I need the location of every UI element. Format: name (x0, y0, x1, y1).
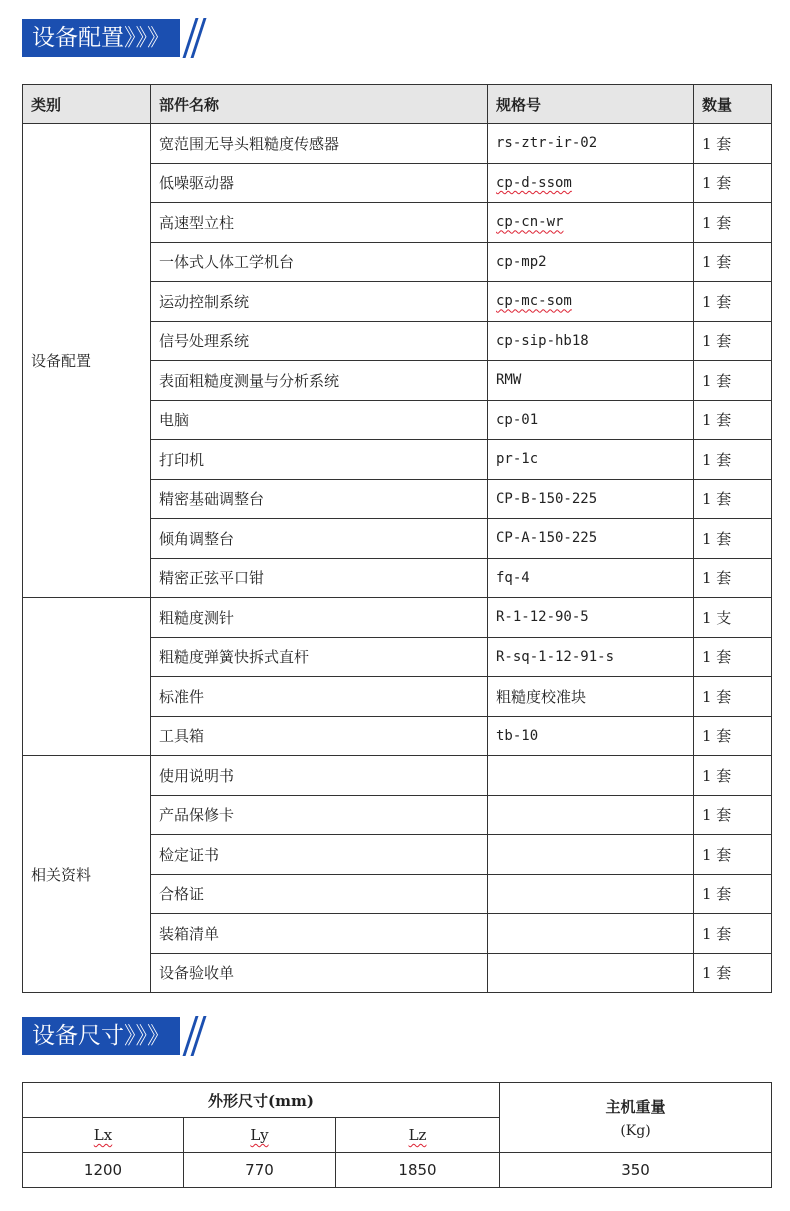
qty-cell: 1 套 (694, 677, 772, 717)
spec-cell: CP-A-150-225 (488, 519, 694, 559)
qty-cell: 1 套 (694, 400, 772, 440)
part-name-cell: 工具箱 (151, 716, 488, 756)
lz-value: 1850 (336, 1153, 500, 1188)
weight-header-label: 主机重量 (605, 1098, 666, 1116)
part-name-cell: 标准件 (151, 677, 488, 717)
part-name-cell: 设备验收单 (151, 953, 488, 993)
spec-cell: pr-1c (488, 440, 694, 480)
spec-cell (488, 282, 694, 322)
part-name-cell: 表面粗糙度测量与分析系统 (151, 361, 488, 401)
table-row (23, 598, 772, 638)
qty-cell: 1 套 (694, 874, 772, 914)
qty-cell: 1 套 (694, 914, 772, 954)
qty-cell: 1 套 (694, 242, 772, 282)
part-name-cell: 粗糙度弹簧快拆式直杆 (151, 637, 488, 677)
part-name-cell: 低噪驱动器 (151, 163, 488, 203)
spec-cell (488, 953, 694, 993)
qty-cell: 1 套 (694, 756, 772, 796)
spec-text: cp-mc-som (496, 293, 572, 310)
section-title: 设备配置》》》 (22, 19, 180, 57)
spec-cell: cp-sip-hb18 (488, 321, 694, 361)
part-name-cell: 使用说明书 (151, 756, 488, 796)
spec-cell: 粗糙度校准块 (488, 677, 694, 717)
outline-size-header: 外形尺寸(mm) (23, 1083, 500, 1118)
dimensions-table (22, 1082, 772, 1188)
spec-cell (488, 874, 694, 914)
axis-lx-label: Lx (93, 1126, 113, 1144)
spec-cell (488, 203, 694, 243)
table-header-row (23, 85, 772, 124)
weight-header (500, 1083, 772, 1153)
lx-value: 1200 (23, 1153, 184, 1188)
qty-cell: 1 套 (694, 203, 772, 243)
spec-cell (488, 914, 694, 954)
spec-cell: R-sq-1-12-91-s (488, 637, 694, 677)
part-name-cell: 检定证书 (151, 835, 488, 875)
qty-cell: 1 套 (694, 519, 772, 559)
spec-cell: CP-B-150-225 (488, 479, 694, 519)
part-name-cell: 粗糙度测针 (151, 598, 488, 638)
qty-cell: 1 套 (694, 835, 772, 875)
section-title: 设备尺寸》》》 (22, 1017, 180, 1055)
part-name-cell: 运动控制系统 (151, 282, 488, 322)
part-name-cell: 一体式人体工学机台 (151, 242, 488, 282)
header-qty: 数量 (694, 85, 772, 124)
header-spec: 规格号 (488, 85, 694, 124)
qty-cell: 1 套 (694, 321, 772, 361)
part-name-cell: 信号处理系统 (151, 321, 488, 361)
part-name-cell: 装箱清单 (151, 914, 488, 954)
part-name-cell: 打印机 (151, 440, 488, 480)
category-cell: 相关资料 (23, 756, 151, 993)
qty-cell: 1 套 (694, 716, 772, 756)
table-row (23, 756, 772, 796)
part-name-cell: 精密正弦平口钳 (151, 558, 488, 598)
spec-cell (488, 163, 694, 203)
qty-cell: 1 套 (694, 124, 772, 164)
spec-text: cp-d-ssom (496, 174, 572, 191)
spec-text: cp-cn-wr (496, 214, 564, 231)
category-cell (23, 598, 151, 756)
spec-cell (488, 756, 694, 796)
qty-cell: 1 套 (694, 479, 772, 519)
table-row (23, 124, 772, 164)
qty-cell: 1 套 (694, 361, 772, 401)
header-slash-decoration (184, 1016, 200, 1056)
spec-cell: RMW (488, 361, 694, 401)
qty-cell: 1 套 (694, 440, 772, 480)
spec-cell: fq-4 (488, 558, 694, 598)
ly-value: 770 (184, 1153, 336, 1188)
qty-cell: 1 套 (694, 558, 772, 598)
spec-cell: rs-ztr-ir-02 (488, 124, 694, 164)
part-name-cell: 高速型立柱 (151, 203, 488, 243)
qty-cell: 1 套 (694, 282, 772, 322)
part-name-cell: 倾角调整台 (151, 519, 488, 559)
part-name-cell: 合格证 (151, 874, 488, 914)
header-slash-decoration (184, 18, 200, 58)
qty-cell: 1 套 (694, 953, 772, 993)
qty-cell: 1 套 (694, 637, 772, 677)
spec-cell: cp-mp2 (488, 242, 694, 282)
category-cell: 设备配置 (23, 124, 151, 598)
weight-unit: (Kg) (620, 1123, 651, 1139)
part-name-cell: 电脑 (151, 400, 488, 440)
qty-cell: 1 套 (694, 795, 772, 835)
config-table-body (23, 124, 772, 993)
section-header-dimensions (22, 1016, 200, 1056)
spec-cell: R-1-12-90-5 (488, 598, 694, 638)
header-category: 类别 (23, 85, 151, 124)
part-name-cell: 宽范围无导头粗糙度传感器 (151, 124, 488, 164)
spec-cell: cp-01 (488, 400, 694, 440)
part-name-cell: 精密基础调整台 (151, 479, 488, 519)
qty-cell: 1 套 (694, 163, 772, 203)
header-part-name: 部件名称 (151, 85, 488, 124)
qty-cell: 1 支 (694, 598, 772, 638)
axis-lz-label: Lz (408, 1126, 427, 1144)
axis-ly-label: Ly (250, 1126, 269, 1144)
config-table (22, 84, 772, 993)
spec-cell (488, 795, 694, 835)
part-name-cell: 产品保修卡 (151, 795, 488, 835)
spec-cell: tb-10 (488, 716, 694, 756)
weight-value: 350 (500, 1153, 772, 1188)
spec-cell (488, 835, 694, 875)
section-header-config (22, 18, 200, 58)
